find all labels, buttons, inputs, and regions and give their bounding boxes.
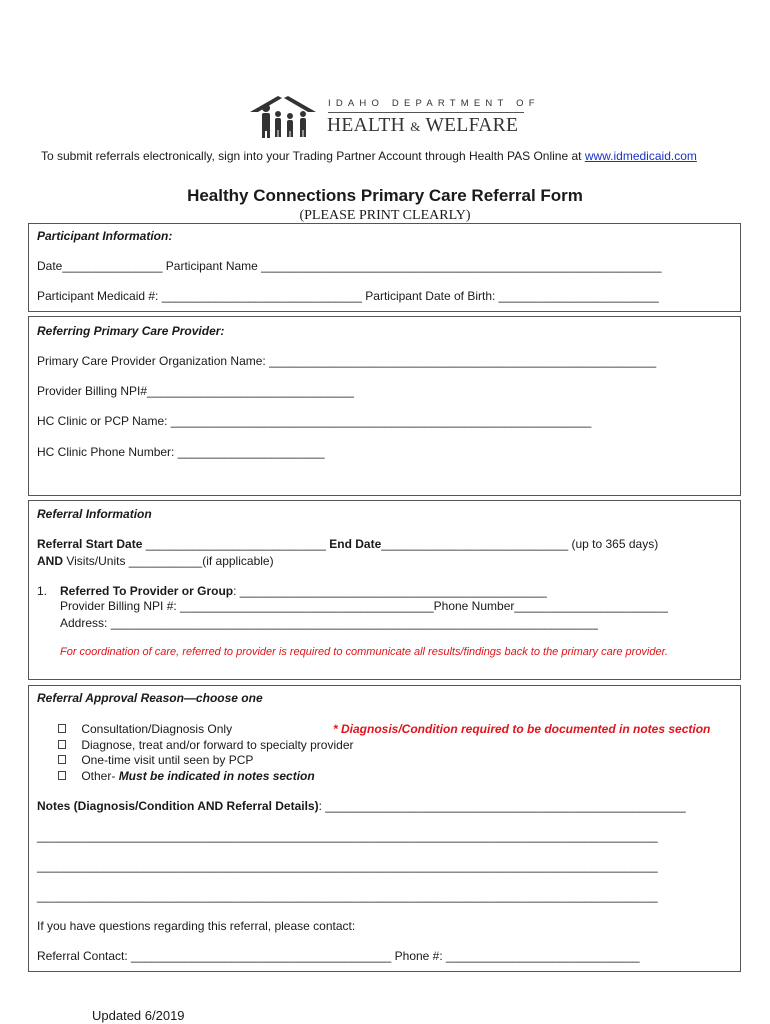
participant-heading: Participant Information: — [37, 229, 173, 243]
provider-npi-row[interactable]: Provider Billing NPI#_______________________________ — [37, 384, 354, 398]
start-date-blank[interactable]: ___________________________ — [142, 537, 330, 551]
updated-date: Updated 6/2019 — [92, 1008, 185, 1023]
referred-address-row[interactable]: Address: _________________________________________________________________________ — [60, 616, 598, 630]
approval-heading: Referral Approval Reason—choose one — [37, 691, 263, 705]
checkbox[interactable] — [58, 724, 66, 733]
logo-amp: & — [410, 119, 421, 134]
form-subtitle: (PLEASE PRINT CLEARLY) — [299, 208, 471, 223]
referral-contact-row[interactable]: Referral Contact: _______________________________________ Phone #: _____________________________ — [37, 949, 640, 963]
referral-heading: Referral Information — [37, 507, 152, 521]
option-label: Other- — [81, 769, 119, 783]
visits-row[interactable] — [37, 554, 274, 568]
provider-heading: Referring Primary Care Provider: — [37, 324, 225, 338]
form-title: Healthy Connections Primary Care Referral Form — [187, 186, 583, 205]
notes-row[interactable] — [37, 799, 686, 813]
idmedicaid-link[interactable]: www.idmedicaid.com — [584, 149, 697, 163]
referral-dates-row[interactable] — [37, 537, 658, 551]
approval-option[interactable] — [58, 769, 315, 783]
diagnosis-required-note: * Diagnosis/Condition required to be documented in notes section — [333, 722, 711, 736]
coordination-note: For coordination of care, referred to provider is required to communicate all results/findings back to the primary care provider. — [60, 646, 668, 658]
notes-blank[interactable]: : ______________________________________________________ — [318, 799, 686, 813]
visits-blank[interactable]: Visits/Units ___________(if applicable) — [63, 554, 274, 568]
checkbox[interactable] — [58, 771, 66, 780]
notes-line[interactable]: _____________________________________________________________________________________________ — [37, 859, 658, 873]
option-label: Diagnose, treat and/or forward to specialty provider — [81, 738, 354, 752]
provider-section — [28, 316, 741, 496]
end-date-label: End Date — [329, 537, 382, 551]
intro-text — [41, 149, 697, 163]
item-number: 1. — [37, 584, 48, 598]
start-date-label: Referral Start Date — [37, 537, 143, 551]
logo-health: HEALTH — [327, 115, 405, 136]
logo-welfare: WELFARE — [425, 115, 519, 136]
logo-rule — [328, 112, 524, 113]
provider-org-row[interactable]: Primary Care Provider Organization Name: __________________________________________________________ — [37, 354, 657, 368]
approval-option[interactable] — [58, 722, 232, 736]
family-icon — [248, 92, 318, 140]
participant-date-name-row[interactable]: Date_______________ Participant Name ____________________________________________________________ — [37, 259, 662, 273]
provider-phone-row[interactable]: HC Clinic Phone Number: ______________________ — [37, 445, 325, 459]
checkbox[interactable] — [58, 755, 66, 764]
notes-line[interactable]: _____________________________________________________________________________________________ — [37, 829, 658, 843]
questions-text: If you have questions regarding this referral, please contact: — [37, 919, 356, 933]
logo-name — [327, 115, 518, 137]
approval-option[interactable] — [58, 753, 253, 767]
referred-to-blank[interactable]: : ______________________________________________ — [233, 584, 547, 598]
notes-label: Notes (Diagnosis/Condition AND Referral Details) — [37, 799, 319, 813]
logo — [248, 92, 540, 140]
intro-instructions: To submit referrals electronically, sign into your Trading Partner Account through Health PAS Online at — [41, 149, 585, 163]
provider-pcp-name-row[interactable]: HC Clinic or PCP Name: _______________________________________________________________ — [37, 414, 592, 428]
logo-dept-line: IDAHO DEPARTMENT OF — [328, 98, 540, 109]
referred-to-label: Referred To Provider or Group — [60, 584, 234, 598]
option-label: One-time visit until seen by PCP — [81, 753, 254, 767]
option-label: Consultation/Diagnosis Only — [81, 722, 233, 736]
notes-line[interactable]: _____________________________________________________________________________________________ — [37, 889, 658, 903]
participant-medicaid-dob-row[interactable]: Participant Medicaid #: ______________________________ Participant Date of Birth: ________________________ — [37, 289, 659, 303]
referred-to-row[interactable] — [37, 584, 547, 598]
referred-npi-phone-row[interactable]: Provider Billing NPI #: ______________________________________Phone Number_______________________ — [60, 599, 668, 613]
other-note: Must be indicated in notes section — [118, 769, 315, 783]
approval-option[interactable] — [58, 738, 353, 752]
checkbox[interactable] — [58, 740, 66, 749]
and-label: AND — [37, 554, 63, 568]
end-date-blank[interactable]: ____________________________ (up to 365 days) — [381, 537, 659, 551]
